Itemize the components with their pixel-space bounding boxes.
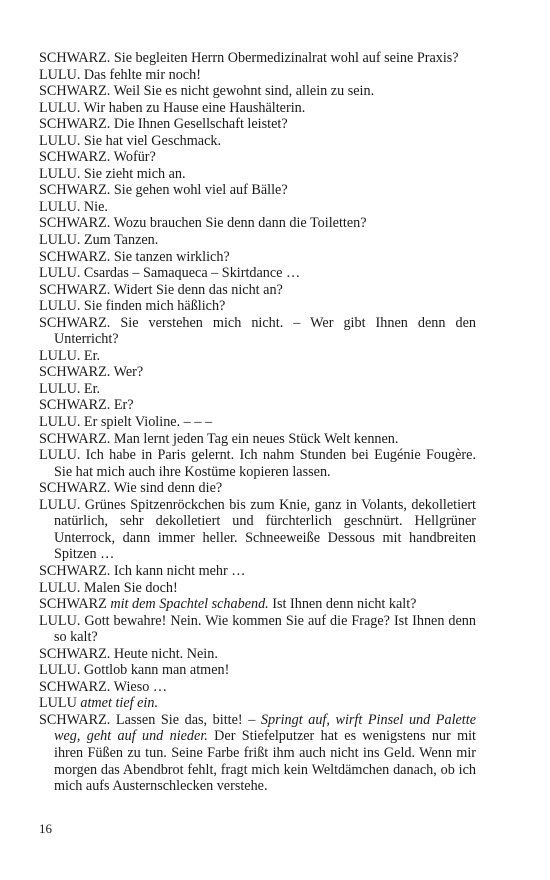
- dialogue-text: SCHWARZ. Man lernt jeden Tag ein neues Stück Welt kennen.: [39, 430, 399, 447]
- dialogue-text: SCHWARZ. Wofür?: [39, 149, 156, 166]
- dialogue-text: LULU. Wir haben zu Hause eine Haushälterin.: [39, 99, 306, 116]
- dialogue-line: [39, 712, 476, 795]
- dialogue-line: [39, 480, 476, 497]
- dialogue-line: [39, 315, 476, 348]
- dialogue-text: Der Stiefelputzer hat es wenigstens nur mit ihren Füßen zu tun. Seine Farbe frißt ihm auch nicht ins Geld. Wenn mir morgen das Abendbrot fehlt, fragt mich kein Weltdämchen danach, ob ich mich aufs Austernschlecken verstehe.: [54, 728, 476, 795]
- dialogue-text: SCHWARZ. Sie verstehen mich nicht. – Wer gibt Ihnen denn den Unterricht?: [39, 314, 476, 348]
- dialogue-text: SCHWARZ. Widert Sie denn das nicht an?: [39, 281, 283, 298]
- dialogue-text: LULU. Zum Tanzen.: [39, 232, 159, 249]
- dialogue-line: [39, 232, 476, 249]
- dialogue-line: [39, 298, 476, 315]
- dialogue-line: [39, 431, 476, 448]
- stage-direction: Springt auf, wirft Pinsel und Palette weg, geht auf und nieder.: [54, 711, 476, 745]
- dialogue-text: Ist Ihnen denn nicht kalt?: [268, 596, 417, 613]
- dialogue-text: LULU: [39, 695, 81, 712]
- dialogue-line: [39, 67, 476, 84]
- dialogue-line: [39, 166, 476, 183]
- dialogue-line: [39, 414, 476, 431]
- dialogue-text: LULU. Sie finden mich häßlich?: [39, 298, 226, 315]
- dialogue-text: LULU. Sie hat viel Geschmack.: [39, 132, 222, 149]
- dialogue-line: [39, 662, 476, 679]
- dialogue-text: SCHWARZ. Sie tanzen wirklich?: [39, 248, 230, 265]
- dialogue-line: [39, 563, 476, 580]
- dialogue-line: [39, 348, 476, 365]
- dialogue-text: SCHWARZ. Wozu brauchen Sie denn dann die Toiletten?: [39, 215, 367, 232]
- dialogue-line: [39, 580, 476, 597]
- dialogue-text: LULU. Malen Sie doch!: [39, 579, 178, 596]
- dialogue-text: LULU. Gott bewahre! Nein. Wie kommen Sie auf die Frage? Ist Ihnen denn so kalt?: [39, 612, 476, 646]
- dialogue-text: SCHWARZ. Heute nicht. Nein.: [39, 645, 218, 662]
- dialogue-text: LULU. Grünes Spitzenröckchen bis zum Knie, ganz in Volants, dekolletiert natürlich, sehr dekolletiert und fürchterlich geschnürt. Hellgrüner Unterrock, dann immer heller. Schneeweiße Dessous mit handbreiten Spitzen …: [39, 496, 476, 563]
- dialogue-line: [39, 695, 476, 712]
- stage-direction: atmet tief ein.: [80, 695, 158, 712]
- dialogue-text: LULU. Das fehlte mir noch!: [39, 66, 201, 83]
- dialogue-line: [39, 282, 476, 299]
- dialogue-line: [39, 50, 476, 67]
- dialogue-line: [39, 381, 476, 398]
- dialogue-text: SCHWARZ. Ich kann nicht mehr …: [39, 562, 246, 579]
- dialogue-line: [39, 679, 476, 696]
- dialogue-line: [39, 182, 476, 199]
- dialogue-text: SCHWARZ. Sie gehen wohl viel auf Bälle?: [39, 182, 288, 199]
- dialogue-line: [39, 613, 476, 646]
- dialogue-line: [39, 249, 476, 266]
- dialogue-text: LULU. Er.: [39, 347, 101, 364]
- dialogue-text: SCHWARZ. Die Ihnen Gesellschaft leistet?: [39, 116, 288, 133]
- dialogue-text: LULU. Csardas – Samaqueca – Skirtdance …: [39, 265, 301, 282]
- dialogue-line: [39, 215, 476, 232]
- dialogue-line: [39, 83, 476, 100]
- dialogue-line: [39, 447, 476, 480]
- dialogue-text: LULU. Sie zieht mich an.: [39, 165, 186, 182]
- play-text: [39, 50, 476, 795]
- dialogue-line: [39, 133, 476, 150]
- dialogue-line: [39, 100, 476, 117]
- dialogue-line: [39, 116, 476, 133]
- dialogue-line: [39, 364, 476, 381]
- dialogue-text: SCHWARZ. Weil Sie es nicht gewohnt sind, allein zu sein.: [39, 83, 375, 100]
- dialogue-text: LULU. Gottlob kann man atmen!: [39, 662, 230, 679]
- dialogue-text: SCHWARZ. Lassen Sie das, bitte! –: [39, 711, 261, 728]
- dialogue-text: SCHWARZ. Er?: [39, 397, 134, 414]
- dialogue-text: LULU. Nie.: [39, 198, 108, 215]
- dialogue-line: [39, 497, 476, 563]
- page-number: 16: [39, 821, 52, 836]
- stage-direction: mit dem Spachtel schabend.: [110, 596, 269, 613]
- dialogue-line: [39, 397, 476, 414]
- dialogue-text: LULU. Er.: [39, 380, 101, 397]
- dialogue-text: SCHWARZ. Sie begleiten Herrn Obermedizinalrat wohl auf seine Praxis?: [39, 50, 459, 66]
- dialogue-text: LULU. Er spielt Violine. – – –: [39, 414, 213, 431]
- dialogue-line: [39, 199, 476, 216]
- dialogue-text: SCHWARZ: [39, 596, 111, 613]
- dialogue-line: [39, 149, 476, 166]
- dialogue-text: SCHWARZ. Wer?: [39, 364, 144, 381]
- dialogue-text: LULU. Ich habe in Paris gelernt. Ich nahm Stunden bei Eugénie Fougère. Sie hat mich auch ihre Kostüme kopieren lassen.: [39, 447, 476, 480]
- dialogue-line: [39, 646, 476, 663]
- dialogue-text: SCHWARZ. Wieso …: [39, 678, 168, 695]
- dialogue-text: SCHWARZ. Wie sind denn die?: [39, 480, 223, 497]
- dialogue-line: [39, 265, 476, 282]
- dialogue-line: [39, 596, 476, 613]
